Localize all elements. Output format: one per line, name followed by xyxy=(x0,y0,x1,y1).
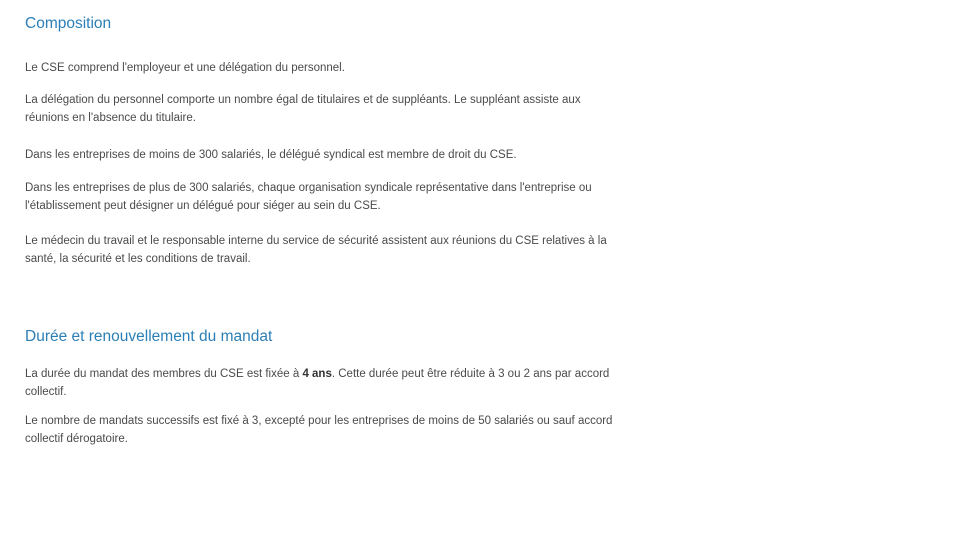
paragraph xyxy=(25,366,615,401)
section-title-duree-mandat: Durée et renouvellement du mandat xyxy=(25,328,273,345)
bold-duration: 4 ans xyxy=(302,368,332,380)
text-span: . Cette durée peut être réduite à 3 ou 2 ans par accord collectif. xyxy=(25,368,610,398)
paragraph: Dans les entreprises de plus de 300 salariés, chaque organisation syndicale représentative dans l'entreprise ou l'établissement peut désigner un délégué pour siéger au sein du CSE. xyxy=(25,182,592,212)
paragraph: Le nombre de mandats successifs est fixé à 3, excepté pour les entreprises de moins de 50 salariés ou sauf accord collectif dérogatoire. xyxy=(25,415,613,445)
section-title-composition: Composition xyxy=(25,15,112,32)
paragraph: Le CSE comprend l'employeur et une délégation du personnel. xyxy=(25,62,345,74)
text-span: La durée du mandat des membres du CSE est fixée à xyxy=(25,368,303,380)
paragraph: Le médecin du travail et le responsable interne du service de sécurité assistent aux réunions du CSE relatives à la santé, la sécurité et les conditions de travail. xyxy=(25,235,607,265)
paragraph: Dans les entreprises de moins de 300 salariés, le délégué syndical est membre de droit du CSE. xyxy=(25,149,517,161)
paragraph: La délégation du personnel comporte un nombre égal de titulaires et de suppléants. Le suppléant assiste aux réunions en l'absence du titulaire. xyxy=(25,94,581,124)
